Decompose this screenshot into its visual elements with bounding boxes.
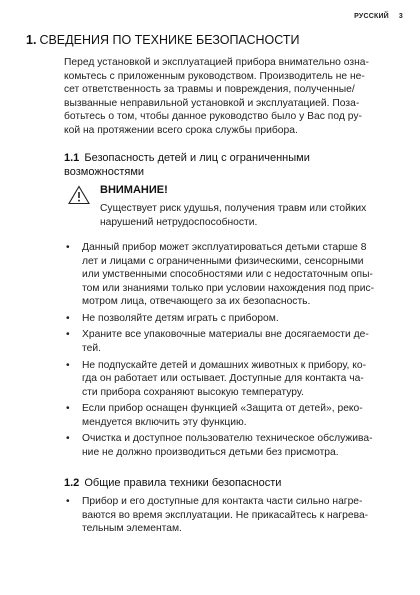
bullet-list-1-1 xyxy=(64,241,396,463)
section-title: СВЕДЕНИЯ ПО ТЕХНИКЕ БЕЗОПАСНОСТИ xyxy=(39,33,300,47)
warning-title: ВНИМАНИЕ! xyxy=(100,184,168,196)
header-language: РУССКИЙ xyxy=(354,13,389,20)
list-item xyxy=(64,402,396,429)
list-item-line: тей. xyxy=(82,342,101,354)
intro-line: вызванные неправильной установкой и эксплуатацией. Поза- xyxy=(64,97,360,109)
list-item xyxy=(64,359,396,400)
list-item-line: ваются во время эксплуатации. Не прикасайтесь к нагрева- xyxy=(82,509,369,521)
list-item-line: Не подпускайте детей и домашних животных к прибору, ко- xyxy=(82,359,367,371)
bullet: • xyxy=(66,403,70,415)
list-item-line: том или знаниями только при условии нахождения под прис- xyxy=(82,282,375,294)
bullet-list-1-2 xyxy=(64,495,396,539)
section-heading xyxy=(26,33,400,47)
list-item-line: Прибор и его доступные для контакта части сильно нагре- xyxy=(82,496,363,507)
intro-line: Перед установкой и эксплуатацией прибора внимательно озна- xyxy=(64,57,369,68)
intro-line: ботьтесь о том, чтобы данное руководство было у Вас под ру- xyxy=(64,111,362,122)
list-item-line: сти прибора сохраняют высокую температуру. xyxy=(82,386,304,398)
warning-triangle-icon xyxy=(68,185,90,205)
page-number: 3 xyxy=(398,13,403,20)
bullet: • xyxy=(66,329,70,341)
subsection-number: 1.1 xyxy=(64,152,80,164)
intro-line: комьтесь с приложенным руководством. Производитель не не- xyxy=(64,70,365,82)
page-header xyxy=(354,13,403,20)
section-number: 1. xyxy=(26,33,37,47)
warning-text xyxy=(100,202,366,229)
subsection-heading-1-2 xyxy=(64,477,396,491)
intro-line: кой на протяжении всего срока службы прибора. xyxy=(64,124,298,136)
list-item-line: Храните все упаковочные материалы вне досягаемости де- xyxy=(82,329,369,341)
list-item-line: или умственными способностями или с недостаточным опы- xyxy=(82,269,373,280)
bullet: • xyxy=(66,433,70,445)
list-item xyxy=(64,328,396,355)
bullet: • xyxy=(66,242,70,253)
list-item xyxy=(64,495,396,536)
subsection-title-line: Безопасность детей и лиц с ограниченными xyxy=(84,152,310,164)
bullet: • xyxy=(66,359,70,371)
warning-box xyxy=(64,184,396,232)
subsection-title: Общие правила техники безопасности xyxy=(84,477,282,489)
bullet: • xyxy=(66,496,70,507)
list-item-line: Очистка и доступное пользователю техническое обслужива- xyxy=(82,433,373,445)
subsection-title-line: возможностями xyxy=(64,165,145,178)
warning-text-line: нарушений нетрудоспособности. xyxy=(100,216,258,228)
list-item-line: мендуется включить эту функцию. xyxy=(82,416,247,428)
list-item-line: тельным элементам. xyxy=(82,523,182,534)
intro-paragraph xyxy=(64,56,396,137)
subsection-number: 1.2 xyxy=(64,477,80,489)
list-item xyxy=(64,241,396,309)
list-item-line: ние не должно производиться детьми без присмотра. xyxy=(82,446,339,458)
list-item-line: лет и лицами с ограниченными физическими, сенсорными xyxy=(82,255,364,267)
subsection-heading-1-1 xyxy=(64,152,396,179)
list-item-line: мотром лица, отвечающего за их безопасность. xyxy=(82,296,311,307)
list-item-line: Данный прибор может эксплуатироваться детьми старше 8 xyxy=(82,242,367,253)
list-item-line: гда он работает или остывает. Доступные для контакта ча- xyxy=(82,373,364,385)
list-item-line: Если прибор оснащен функцией «Защита от детей», реко- xyxy=(82,403,363,415)
list-item-line: Не позволяйте детям играть с прибором. xyxy=(82,312,279,324)
bullet: • xyxy=(66,312,70,324)
list-item xyxy=(64,312,396,326)
intro-line: сет ответственность за травмы и повреждения, полученные/ xyxy=(64,84,355,95)
list-item xyxy=(64,432,396,459)
warning-text-line: Существует риск удушья, получения травм или стойких xyxy=(100,203,367,214)
